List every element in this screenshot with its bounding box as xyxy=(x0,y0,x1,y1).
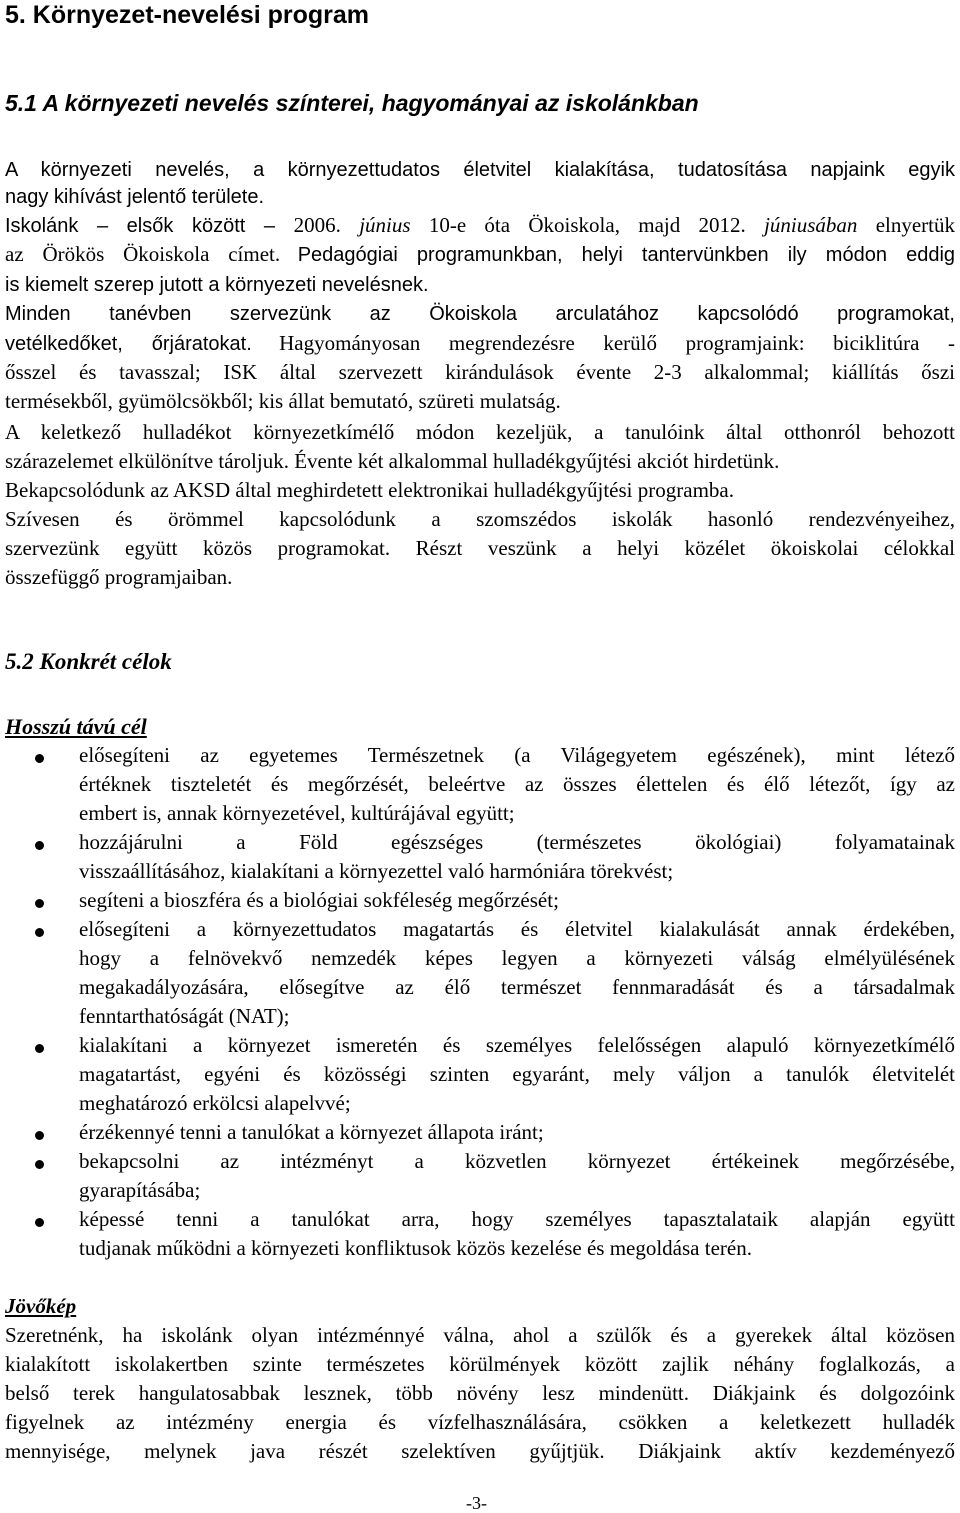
paragraph-line: ősszel és tavasszal; ISK által szervezett kirándulások évente 2-3 alkalommal; kiállítás őszi xyxy=(5,360,955,384)
list-item-line: segíteni a bioszféra és a biológiai sokféleség megőrzését; xyxy=(79,888,559,912)
paragraph-line: vetélkedőket, őrjáratokat. Hagyományosan megrendezésre kerülő programjaink: biciklitúra - xyxy=(5,331,956,355)
bullet-icon xyxy=(35,754,44,763)
list-item-line: elősegíteni a környezettudatos magatartás és életvitel kialakulását annak érdekében, xyxy=(79,917,955,941)
paragraph-line: kialakított iskolakertben szinte természetes körülmények között zajlik néhány foglalkozás, a xyxy=(5,1352,955,1376)
vision-heading: Jövőkép xyxy=(5,1294,77,1318)
bullet-icon xyxy=(35,841,44,850)
list-item-line: kialakítani a környezet ismeretén és személyes felelősségen alapuló környezetkímélő xyxy=(79,1033,955,1057)
list-item-line: érzékennyé tenni a tanulókat a környezet állapota iránt; xyxy=(79,1120,544,1144)
paragraph-line: is kiemelt szerep jutott a környezeti nevelésnek. xyxy=(5,274,429,296)
bullet-icon xyxy=(35,899,44,908)
longterm-goal-heading: Hosszú távú cél xyxy=(5,714,147,739)
bullet-icon xyxy=(35,1044,44,1053)
bullet-icon xyxy=(35,928,44,937)
paragraph-line: termésekből, gyümölcsökből; kis állat bemutató, szüreti mulatság. xyxy=(5,389,561,413)
bullet-icon xyxy=(35,1160,44,1169)
paragraph-line: Szeretnénk, ha iskolánk olyan intézménnyé válna, ahol a szülők és a gyerekek által közösen xyxy=(5,1323,955,1347)
list-item-line: visszaállításához, kialakítani a környezettel való harmóniára törekvést; xyxy=(79,859,674,883)
list-item-line: magatartást, egyéni és közösségi szinten egyaránt, mely váljon a tanulók életvitelét xyxy=(79,1062,955,1086)
list-item-line: tudjanak működni a környezeti konfliktusok közös kezelése és megoldása terén. xyxy=(79,1236,752,1260)
paragraph-line: belső terek hangulatosabbak lesznek, több növény lesz mindenütt. Diákjaink és dolgozóink xyxy=(5,1381,955,1405)
list-item-line: bekapcsolni az intézményt a közvetlen környezet értékeinek megőrzésébe, xyxy=(79,1149,955,1173)
page-number: -3- xyxy=(466,1493,487,1513)
paragraph-line: Bekapcsolódunk az AKSD által meghirdetett elektronikai hulladékgyűjtési programba. xyxy=(5,478,734,502)
subsection-heading-5-1: 5.1 A környezeti nevelés színterei, hagyományai az iskolánkban xyxy=(5,90,699,116)
list-item-line: embert is, annak környezetével, kultúrájával együtt; xyxy=(79,801,515,825)
list-item-line: értéknek tiszteletét és megőrzését, beleértve az összes élettelen és élő létezőt, így az xyxy=(79,772,955,796)
paragraph-line: szárazelemet elkülönítve tároljuk. Évente két alkalommal hulladékgyűjtési akciót hirdetünk. xyxy=(5,449,780,473)
paragraph-line: A keletkező hulladékot környezetkímélő módon kezeljük, a tanulóink által otthonról behozott xyxy=(5,420,955,444)
list-item-line: elősegíteni az egyetemes Természetnek (a Világegyetem egészének), mint létező xyxy=(79,743,955,767)
paragraph-line: A környezeti nevelés, a környezettudatos életvitel kialakítása, tudatosítása napjaink egyik xyxy=(5,159,955,181)
paragraph-line: Szívesen és örömmel kapcsolódunk a szomszédos iskolák hasonló rendezvényeihez, xyxy=(5,507,955,531)
paragraph-line: Minden tanévben szervezünk az Ökoiskola arculatához kapcsolódó programokat, xyxy=(5,303,955,325)
list-item-line: képessé tenni a tanulókat arra, hogy személyes tapasztalataik alapján együtt xyxy=(79,1207,955,1231)
list-item-line: megakadályozására, elősegítve az élő természet fennmaradását és a társadalmak xyxy=(79,975,955,999)
bullet-icon xyxy=(35,1131,44,1140)
paragraph-line: nagy kihívást jelentő területe. xyxy=(5,186,265,208)
list-item-line: fenntarthatóságát (NAT); xyxy=(79,1004,290,1028)
section-title: 5. Környezet-nevelési program xyxy=(5,1,370,29)
paragraph-line: az Örökös Ökoiskola címet. Pedagógiai programunkban, helyi tantervünkben ily módon eddig xyxy=(5,242,956,266)
paragraph-line: mennyisége, melynek java részét szelektíven gyűjtjük. Diákjaink aktív kezdeményező xyxy=(5,1439,955,1463)
list-item-line: hogy a felnövekvő nemzedék képes legyen a környezeti válság elmélyülésének xyxy=(79,946,955,970)
list-item-line: hozzájárulni a Föld egészséges (természetes ökológiai) folyamatainak xyxy=(79,830,955,854)
subsection-heading-5-2: 5.2 Konkrét célok xyxy=(5,649,172,674)
paragraph-line: összefüggő programjaiban. xyxy=(5,565,233,589)
list-item-line: gyarapításába; xyxy=(79,1178,201,1202)
list-item-line: meghatározó erkölcsi alapelvvé; xyxy=(79,1091,351,1115)
paragraph-line: figyelnek az intézmény energia és vízfelhasználására, csökken a keletkezett hulladék xyxy=(5,1410,955,1434)
paragraph-line: szervezünk együtt közös programokat. Részt veszünk a helyi közélet ökoiskolai célokkal xyxy=(5,536,955,560)
paragraph-line: Iskolánk – elsők között – 2006. június 10-e óta Ökoiskola, majd 2012. júniusában elnyertük xyxy=(5,213,955,237)
bullet-icon xyxy=(35,1218,44,1227)
